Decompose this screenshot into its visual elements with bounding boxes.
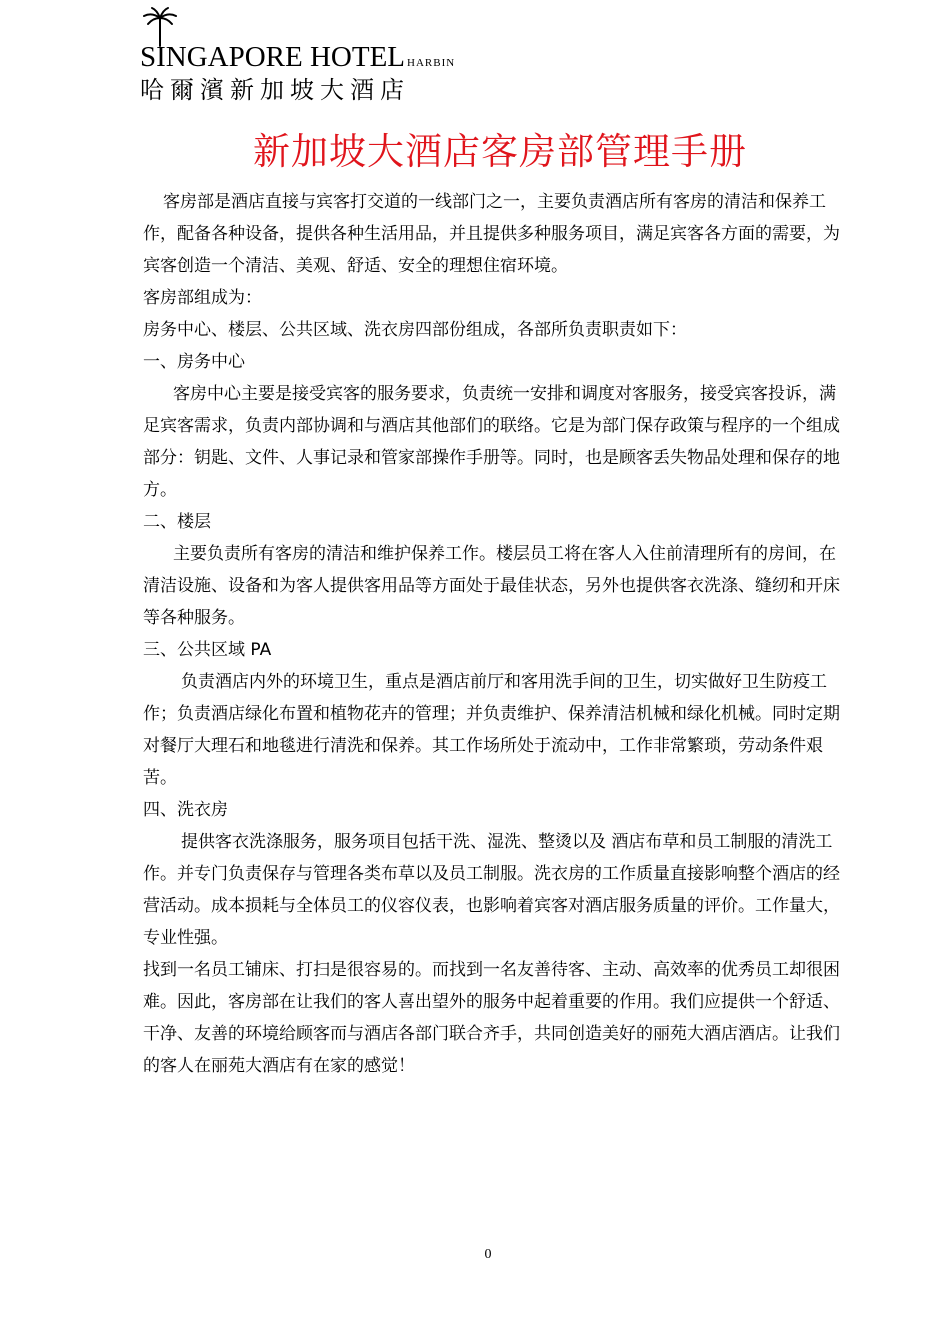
section-text-laundry: 提供客衣洗涤服务，服务项目包括干洗、湿洗、整烫以及 酒店布草和员工制服的清洗工作。并专门负责保存与管理各类布草以及员工制服。洗衣房的工作质量直接影响整个酒店的经营活动。成本损耗与全体员工的仪容仪表，也影响着宾客对酒店服务质量的评价。工作量大，专业性强。 — [143, 832, 840, 948]
section-heading-room-center: 一、房务中心 — [143, 352, 245, 372]
document-body — [143, 186, 843, 1082]
intro-paragraph: 客房部是酒店直接与宾客打交道的一线部门之一，主要负责酒店所有客房的清洁和保养工作，配备各种设备，提供各种生活用品，并且提供多种服务项目，满足宾客各方面的需要，为宾客创造一个清洁、美观、舒适、安全的理想住宿环境。 — [143, 192, 840, 276]
closing-paragraph: 找到一名员工铺床、打扫是很容易的。而找到一名友善待客、主动、高效率的优秀员工却很困难。因此，客房部在让我们的客人喜出望外的服务中起着重要的作用。我们应提供一个舒适、干净、友善的环境给顾客而与酒店各部门联合齐手，共同创造美好的丽苑大酒店酒店。让我们的客人在丽苑大酒店有在家的感觉！ — [143, 960, 840, 1076]
logo-wordmark — [140, 42, 455, 78]
composition-label: 客房部组成为： — [143, 288, 262, 308]
section-heading-laundry: 四、洗衣房 — [143, 800, 228, 820]
composition-text: 房务中心、楼层、公共区域、洗衣房四部份组成，各部所负责职责如下： — [143, 320, 687, 340]
hotel-logo — [140, 6, 456, 106]
section-heading-floors: 二、楼层 — [143, 512, 211, 532]
document-title: 新加坡大酒店客房部管理手册 — [253, 130, 747, 173]
section-text-room-center: 客房中心主要是接受宾客的服务要求，负责统一安排和调度对客服务，接受宾客投诉，满足宾客需求，负责内部协调和与酒店其他部们的联络。它是为部门保存政策与程序的一个组成部分：钥匙、文件、人事记录和管家部操作手册等。同时，也是顾客丢失物品处理和保存的地方。 — [143, 384, 840, 500]
logo-chinese-name: 哈爾濱新加坡大酒店 — [140, 76, 410, 104]
logo-city: HARBIN — [407, 57, 456, 69]
section-heading-public-area: 三、公共区域 PA — [143, 640, 272, 660]
section-text-floors: 主要负责所有客房的清洁和维护保养工作。楼层员工将在客人入住前清理所有的房间，在清洁设施、设备和为客人提供客用品等方面处于最佳状态，另外也提供客衣洗涤、缝纫和开床等各种服务。 — [143, 544, 840, 628]
section-text-public-area: 负责酒店内外的环境卫生，重点是酒店前厅和客用洗手间的卫生，切实做好卫生防疫工作；负责酒店绿化布置和植物花卉的管理；并负责维护、保养清洁机械和绿化机械。同时定期对餐厅大理石和地毯进行清洗和保养。其工作场所处于流动中，工作非常繁琐，劳动条件艰苦。 — [143, 672, 840, 788]
logo-hotel-name: SINGAPORE HOTEL — [140, 41, 406, 73]
page-number: 0 — [484, 1247, 492, 1262]
